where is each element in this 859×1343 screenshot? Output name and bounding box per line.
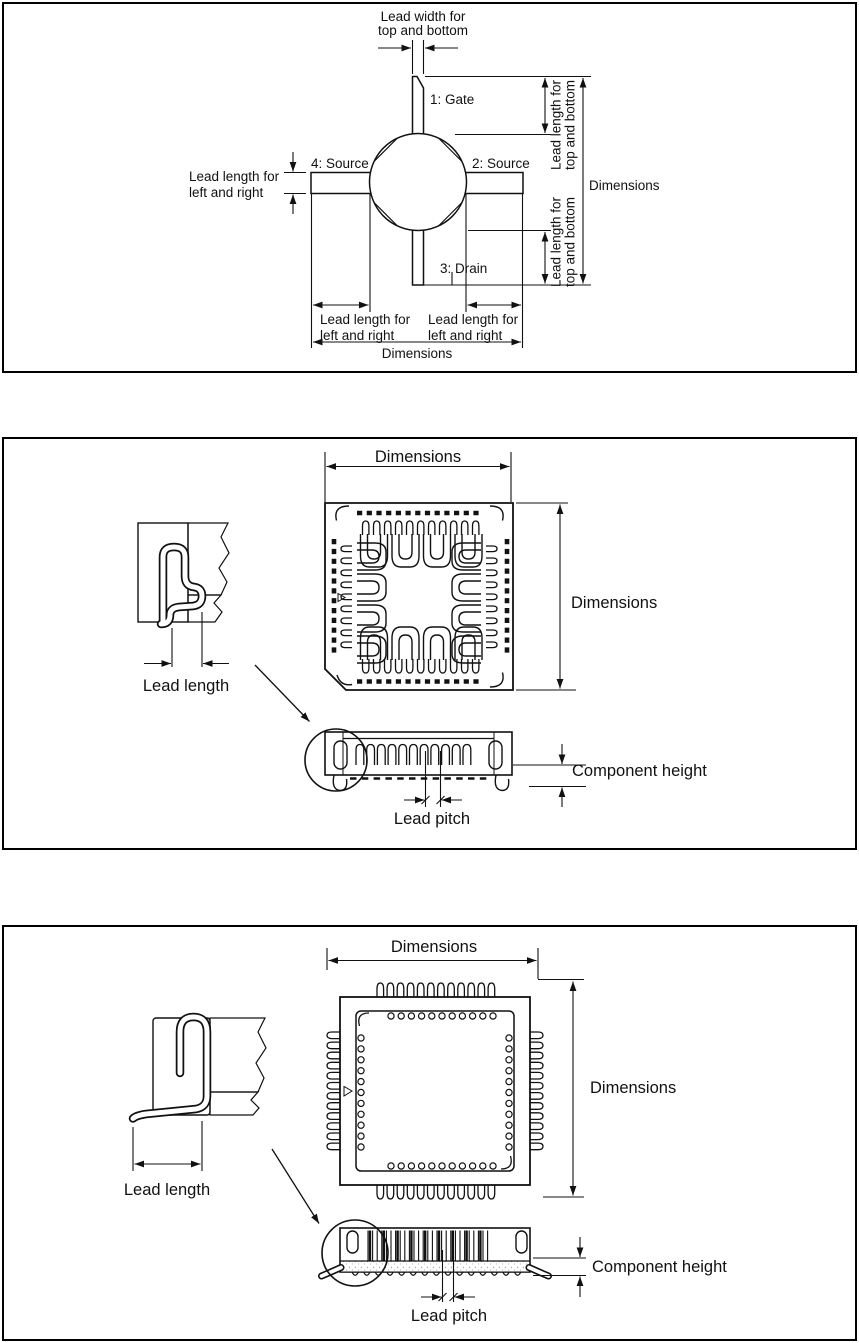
side-left-jlead <box>334 741 347 769</box>
side-right-jlead-tail <box>495 775 508 791</box>
lead-length-topright-rot-line2: top and bottom <box>562 79 578 171</box>
jlead-detail-view <box>138 523 229 667</box>
gullwing-lead-outline <box>133 1017 207 1119</box>
lead-length-label: Lead length <box>142 677 230 695</box>
qfp-side-view <box>272 1149 586 1302</box>
source4-lead <box>311 173 375 194</box>
drain-lead <box>413 222 424 285</box>
component-height-dim <box>533 1237 586 1297</box>
plcc-lead-pattern <box>334 513 507 682</box>
side-lead-loops <box>356 745 471 766</box>
side-right-jlead <box>489 741 502 769</box>
qfp-corner-hooks <box>359 1013 511 1169</box>
dimensions-right-label: Dimensions <box>590 1079 677 1097</box>
side-left-jlead-tail <box>333 775 346 791</box>
panel-qfp-package <box>2 925 857 1341</box>
side-left-end-slot <box>347 1231 358 1253</box>
lead-length-bottomright-rot-line1: Lead length for <box>548 196 564 288</box>
source2-lead <box>460 173 523 194</box>
lead-length-bottomleft-label-line2: left and right <box>320 328 395 343</box>
detail-body-lower-strip <box>210 1092 259 1115</box>
pin1-index-mark <box>344 1087 352 1097</box>
dimensions-top-label: Dimensions <box>390 938 478 956</box>
dimensions-right-label: Dimensions <box>571 594 658 612</box>
qfp-inner-outline <box>356 1011 514 1171</box>
plcc-dimension-diagram <box>4 439 855 848</box>
qfp-inner-pad-bumps <box>358 1013 512 1169</box>
qfp-dimension-diagram <box>4 927 855 1339</box>
side-bottom-band <box>341 1262 529 1272</box>
lead-length-label: Lead length <box>123 1181 211 1199</box>
transistor-dimension-diagram <box>4 4 855 371</box>
lead-length-bottomright-label-line2: left and right <box>428 328 503 343</box>
panel-plcc-package <box>2 437 857 850</box>
pin1-gate-label: 1: Gate <box>430 92 475 107</box>
pin2-source-label: 2: Source <box>472 156 530 171</box>
lead-length-left-label-line1: Lead length for <box>189 169 280 184</box>
lead-length-bottomright-rot-line2: top and bottom <box>562 196 578 288</box>
pin4-source-label: 4: Source <box>311 156 369 171</box>
dimensions-right-label: Dimensions <box>589 178 660 193</box>
lead-pitch-label: Lead pitch <box>393 810 471 828</box>
plcc-package-outline <box>325 503 513 690</box>
side-lead-hatch <box>368 1231 488 1261</box>
pin3-drain-label: 3: Drain <box>440 261 488 276</box>
plcc-bottom-view <box>325 452 576 690</box>
qfp-top-view <box>327 948 584 1199</box>
side-right-end-slot <box>516 1231 527 1253</box>
lead-length-bottomright-label-line1: Lead length for <box>428 312 519 327</box>
detail-pointer-arrow <box>255 665 310 722</box>
gullwing-lead-fill <box>133 1017 207 1119</box>
qfp-package-outline <box>340 997 530 1185</box>
gullwing-detail-view <box>133 1017 266 1171</box>
component-height-label: Component height <box>592 1258 727 1276</box>
gate-lead <box>413 77 424 143</box>
lead-width-label-line2: top and bottom <box>377 23 469 38</box>
panel-transistor-dimensions <box>2 2 857 373</box>
lead-width-label-line1: Lead width for <box>380 9 466 24</box>
dimensions-top-label: Dimensions <box>374 448 462 466</box>
lead-length-left-label-line2: left and right <box>189 185 264 200</box>
transistor-body-group <box>311 77 523 286</box>
component-height-label: Component height <box>572 762 707 780</box>
dimensions-bottom-label: Dimensions <box>381 346 453 361</box>
detail-body-torn-edge <box>210 1018 266 1092</box>
transistor-body <box>370 134 467 231</box>
lead-pitch-label: Lead pitch <box>410 1307 488 1325</box>
plcc-side-view <box>255 665 586 807</box>
magnifier-circle <box>305 729 367 791</box>
lead-length-bottomleft-label-line1: Lead length for <box>320 312 411 327</box>
lead-length-topright-rot-line1: Lead length for <box>548 79 564 171</box>
detail-pointer-arrow <box>272 1149 319 1224</box>
